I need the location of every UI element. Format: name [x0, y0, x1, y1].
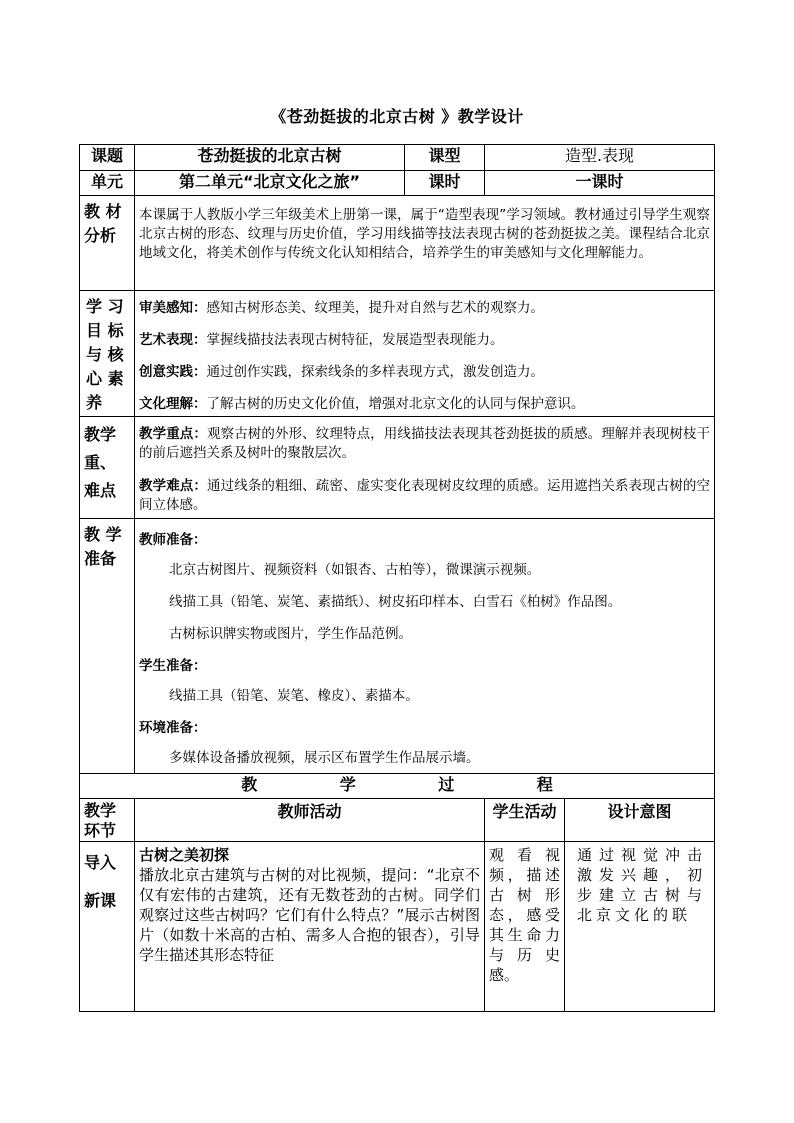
key-points-text: 教学重点：观察古树的外形、纹理特点，用线描技法表现其苍劲挺拔的质感。理解并表现树枝干的前后遮挡关系及树叶的聚散层次。 教学难点：通过线条的粗细、疏密、虚实变化表现树皮纹理的质感。运用遮挡关系表现古树的空间立体感。 — [135, 417, 715, 519]
student-activity-cell: 观看视频，描述古树形态，感受其生命力与历史感。 — [485, 842, 565, 1012]
prep-item: 古树标识牌实物或图片，学生作品范例。 — [169, 626, 412, 642]
type-label: 课型 — [405, 145, 485, 171]
type-value: 造型.表现 — [485, 145, 715, 171]
key-points-row — [80, 417, 715, 519]
goal-item: 文化理解：了解古树的历史文化价值，增强对北京文化的认同与保护意识。 — [139, 396, 585, 412]
unit-value: 第二单元“北京文化之旅” — [135, 171, 405, 196]
stage-cell: 导入 新课 — [80, 842, 135, 1012]
process-title: 教 学 过 程 — [80, 774, 715, 799]
topic-value: 苍劲挺拔的北京古树 — [135, 145, 405, 171]
prep-item: 北京古树图片、视频资料（如银杏、古柏等），微课演示视频。 — [169, 562, 541, 578]
goals-list — [135, 291, 715, 417]
process-header-row — [80, 799, 715, 842]
topic-row — [80, 145, 715, 171]
process-title-row — [80, 774, 715, 799]
prep-item: 线描工具（铅笔、炭笔、橡皮）、素描本。 — [169, 688, 419, 704]
activity-text: 播放北京古建筑与古树的对比视频，提问：“北京不仅有宏伟的古建筑，还有无数苍劲的古树。同学们观察过这些古树吗？它们有什么特点？”展示古树图片（如数十米高的古柏、需多人合抱的银杏），引导学生描述其形态特征 — [139, 866, 480, 964]
hours-value: 一课时 — [485, 171, 715, 196]
goal-item: 创意实践：通过创作实践，探索线条的多样表现方式，激发创造力。 — [139, 364, 544, 380]
preparation-row — [80, 519, 715, 774]
goals-label: 学 习 目 标 与 核 心 素 养 — [80, 291, 135, 417]
hours-label: 课时 — [405, 171, 485, 196]
stage-column-header: 教学 环节 — [80, 799, 135, 842]
goal-item: 艺术表现：掌握线描技法表现古树特征，发展造型表现能力。 — [139, 332, 504, 348]
key-points-label: 教学 重、 难点 — [80, 417, 135, 519]
activity-title: 古树之美初探 — [139, 846, 230, 864]
analysis-text: 本课属于人教版小学三年级美术上册第一课，属于“造型表现”学习领域。教材通过引导学生观察北京古树的形态、纹理与历史价值，学习用线描等技法表现古树的苍劲挺拔之美。课程结合北京地域文化，将美术创作与传统文化认知相结合，培养学生的审美感知与文化理解能力。 — [135, 196, 715, 291]
unit-label: 单元 — [80, 171, 135, 196]
analysis-row — [80, 196, 715, 291]
topic-label: 课题 — [80, 145, 135, 171]
prep-item: 多媒体设备播放视频，展示区布置学生作品展示墙。 — [169, 750, 480, 766]
unit-row — [80, 171, 715, 196]
student-column-header: 学生活动 — [485, 799, 565, 842]
analysis-label: 教 材 分析 — [80, 196, 135, 291]
preparation-label: 教 学 准备 — [80, 519, 135, 774]
process-row — [80, 842, 715, 1012]
student-prep-title: 学生准备： — [139, 658, 207, 674]
teacher-activity-cell — [135, 842, 485, 1012]
teacher-prep-title: 教师准备： — [139, 532, 207, 548]
design-column-header: 设计意图 — [565, 799, 715, 842]
prep-item: 线描工具（铅笔、炭笔、素描纸）、树皮拓印样本、白雪石《柏树》作品图。 — [169, 594, 622, 610]
lesson-plan-table — [79, 144, 715, 1012]
design-intent-cell: 通过视觉冲击激发兴趣，初步建立古树与北京文化的联 — [565, 842, 715, 1012]
preparation-text — [135, 519, 715, 774]
goals-row — [80, 291, 715, 417]
goal-item: 审美感知：感知古树形态美、纹理美，提升对自然与艺术的观察力。 — [139, 300, 544, 316]
document-title: 《苍劲挺拔的北京古树 》教学设计 — [270, 107, 524, 126]
env-prep-title: 环境准备： — [139, 720, 207, 736]
teacher-column-header: 教师活动 — [135, 799, 485, 842]
